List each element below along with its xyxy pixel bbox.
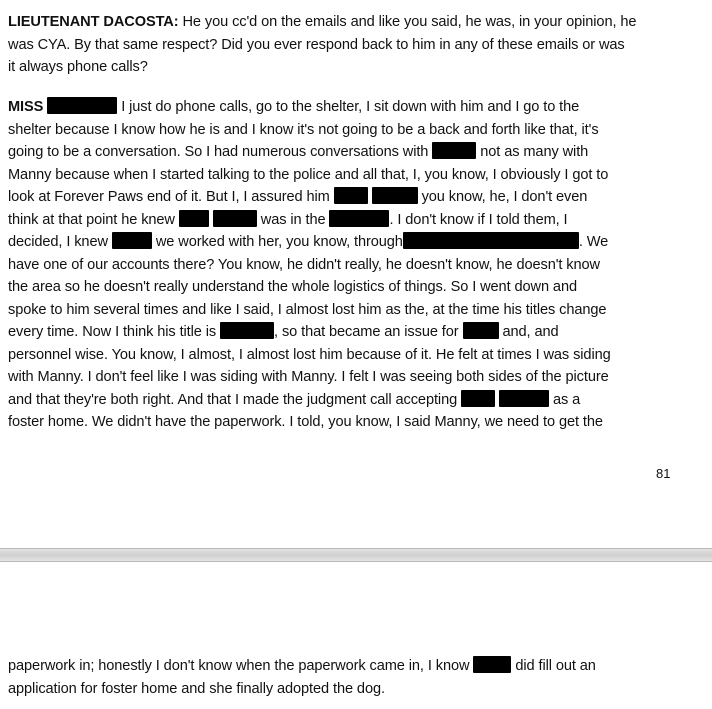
text-line: shelter because I know how he is and I know it's not going to be a back and forth like that, it's xyxy=(8,121,599,138)
line-text: was in the xyxy=(260,211,326,228)
page-divider xyxy=(0,548,712,562)
speaker-label: LIEUTENANT DACOSTA: xyxy=(8,14,179,30)
text-line: it always phone calls? xyxy=(8,59,148,75)
line-text: I just do phone calls, go to the shelter, I sit down with him and I go to the xyxy=(121,99,580,115)
line-text: we worked with her, you know, through xyxy=(155,234,403,250)
text-line xyxy=(8,11,682,34)
text-line: have one of our accounts there? You know, he didn't really, he doesn't know, he doesn't know xyxy=(8,256,600,273)
redaction-box xyxy=(213,210,257,227)
text-line xyxy=(8,655,682,678)
line-text: and that they're both right. And that I made the judgment call accepting xyxy=(8,391,458,408)
text-line: with Manny. I don't feel like I was siding with Manny. I felt I was seeing both sides of the picture xyxy=(8,369,609,385)
text-line xyxy=(8,141,682,164)
text-line: foster home. We didn't have the paperwork. I told, you know, I said Manny, we need to get the xyxy=(8,414,603,430)
redaction-box xyxy=(473,656,511,673)
text-line xyxy=(8,321,682,344)
line-text: going to be a conversation. So I had numerous conversations with xyxy=(8,144,429,160)
text-line: the area so he doesn't really understand the whole logistics of things. So I went down and xyxy=(8,279,577,295)
redaction-box xyxy=(220,322,274,339)
line-text: not as many with xyxy=(480,144,589,160)
text-line xyxy=(8,186,682,209)
line-text: . We xyxy=(578,234,609,250)
line-text: look at Forever Paws end of it. But I, I assured him xyxy=(8,189,330,205)
line-text: . I don't know if I told them, I xyxy=(389,211,568,228)
text-line: was CYA. By that same respect? Did you ever respond back to him in any of these emails or was xyxy=(8,36,625,53)
text-line xyxy=(8,96,682,119)
line-text: and, and xyxy=(502,324,559,340)
redaction-box xyxy=(334,187,368,204)
paragraph-continued xyxy=(8,655,682,700)
redaction-box xyxy=(47,97,117,114)
line-text: decided, I knew xyxy=(8,234,108,250)
redaction-box xyxy=(372,187,418,204)
redaction-box xyxy=(179,210,209,227)
line-text: every time. Now I think his title is xyxy=(8,324,217,340)
text-line: spoke to him several times and like I said, I almost lost him as the, at the time his titles change xyxy=(8,301,607,318)
redaction-box xyxy=(329,210,389,227)
text-line xyxy=(8,389,682,412)
line-text: did fill out an xyxy=(515,658,596,674)
paragraph-miss xyxy=(8,96,682,434)
page-number: 81 xyxy=(656,466,671,481)
text-line xyxy=(8,209,682,232)
line-text: paperwork in; honestly I don't know when the paperwork came in, I know xyxy=(8,658,470,674)
line-text: , so that became an issue for xyxy=(274,324,459,340)
redaction-box xyxy=(499,390,549,407)
redaction-box xyxy=(403,232,579,249)
speaker-label: MISS xyxy=(8,99,44,115)
text-line: application for foster home and she finally adopted the dog. xyxy=(8,680,385,697)
text-line: Manny because when I started talking to the police and all that, I, you know, I obviously I got to xyxy=(8,166,609,183)
redaction-box xyxy=(463,322,499,339)
line-text: He you cc'd on the emails and like you said, he was, in your opinion, he xyxy=(178,14,637,30)
line-text: as a xyxy=(553,391,581,408)
line-text: think at that point he knew xyxy=(8,211,175,228)
redaction-box xyxy=(461,390,495,407)
text-line: personnel wise. You know, I almost, I almost lost him because of it. He felt at times I was siding xyxy=(8,346,611,363)
line-text: you know, he, I don't even xyxy=(421,189,588,205)
redaction-box xyxy=(112,232,152,249)
redaction-box xyxy=(432,142,476,159)
paragraph-dacosta xyxy=(8,11,682,79)
text-line xyxy=(8,231,682,254)
